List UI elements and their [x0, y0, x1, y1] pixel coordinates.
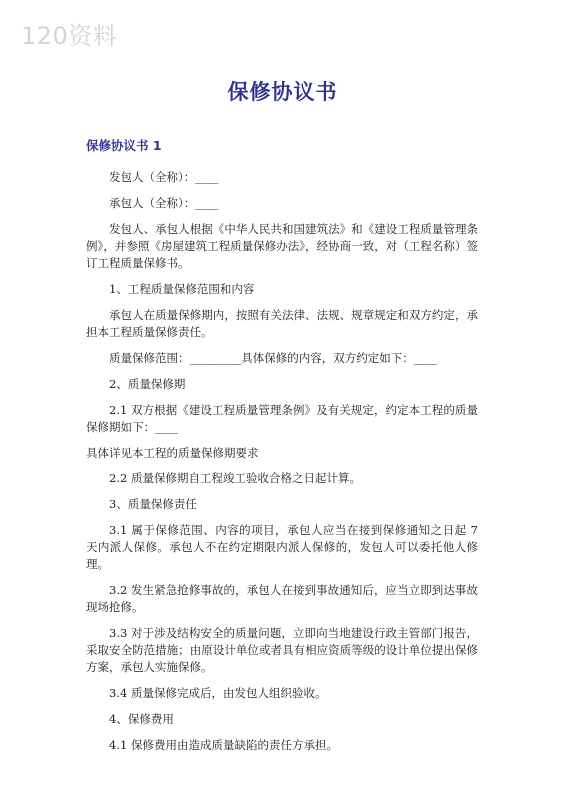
paragraph-resp-3-3: 3.3 对于涉及结构安全的质量问题，立即向当地建设行政主管部门报告，采取安全防范措施；由原设计单位或者具有相应资质等级的设计单位提出保修方案，承包人实施保修。: [86, 626, 478, 674]
paragraph-resp-3-4: 3.4 质量保修完成后，由发包人组织验收。: [109, 686, 327, 700]
paragraph-period-2-2: 2.2 质量保修期自工程竣工验收合格之日起计算。: [109, 471, 361, 485]
heading-period: 2、质量保修期: [109, 377, 186, 391]
paragraph-preamble: 发包人、承包人根据《中华人民共和国建筑法》和《建设工程质量管理条例》，并参照《房屋建筑工程质量保修办法》，经协商一致，对（工程名称）签订工程质量保修书。: [86, 222, 478, 270]
paragraph-scope: 承包人在质量保修期内，按照有关法律、法规、规章规定和双方约定，承担本工程质量保修责任。: [86, 308, 478, 339]
paragraph-contractor: 承包人（全称）：____: [109, 196, 219, 210]
paragraph-employer: 发包人（全称）：____: [109, 170, 219, 184]
paragraph-period-2-1: 2.1 双方根据《建设工程质量管理条例》及有关规定，约定本工程的质量保修期如下：____: [86, 403, 478, 434]
document-body: [86, 169, 478, 763]
heading-responsibility: 3、质量保修责任: [109, 497, 197, 511]
paragraph-fees-4-1: 4.1 保修费用由造成质量缺陷的责任方承担。: [109, 738, 338, 752]
heading-scope: 1、工程质量保修范围和内容: [109, 282, 255, 296]
paragraph-period-note: 具体详见本工程的质量保修期要求: [86, 446, 259, 460]
heading-fees: 4、保修费用: [109, 712, 174, 726]
section-heading: 保修协议书 1: [86, 138, 162, 153]
paragraph-resp-3-2: 3.2 发生紧急抢修事故的，承包人在接到事故通知后，应当立即到达事故现场抢修。: [86, 583, 478, 614]
watermark-logo: 120资料: [21, 22, 118, 50]
paragraph-resp-3-1: 3.1 属于保修范围、内容的项目，承包人应当在接到保修通知之日起 7 天内派人保修。承包人不在约定期限内派人保修的，发包人可以委托他人修理。: [86, 523, 478, 571]
document-title: 保修协议书: [227, 80, 338, 104]
paragraph-scope-detail: 质量保修范围：_________具体保修的内容，双方约定如下：____: [109, 351, 437, 365]
